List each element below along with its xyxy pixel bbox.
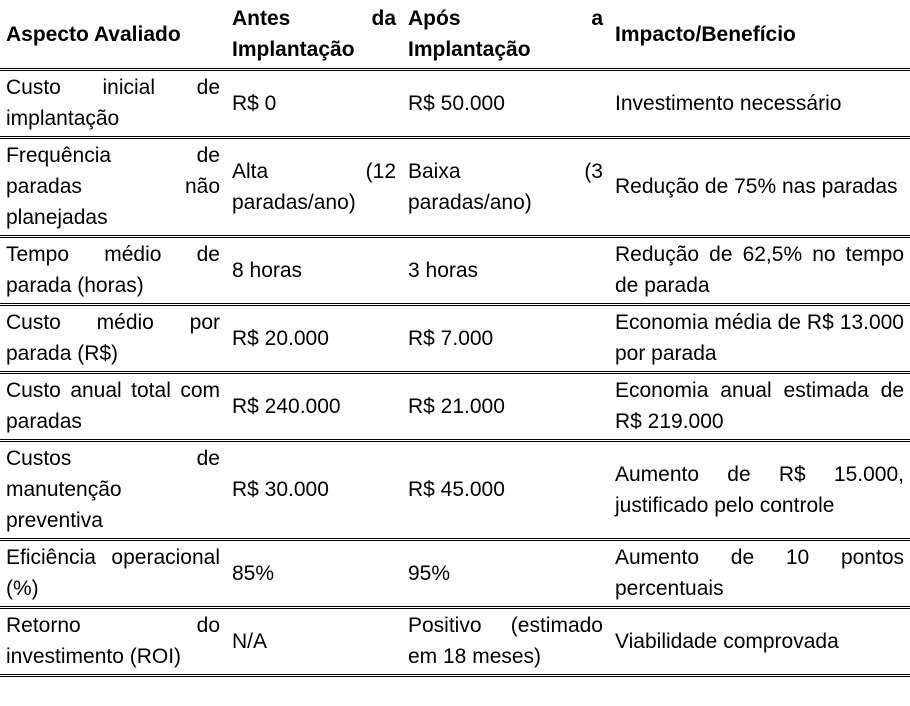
header-after: Após a Implantação <box>408 7 603 61</box>
cell-impact: Investimento necessário <box>615 91 842 115</box>
cell-after: R$ 45.000 <box>408 478 505 501</box>
cell-aspect: Custos de manutenção preventiva <box>6 447 220 532</box>
table-row <box>0 138 910 237</box>
cell-before: Alta (12 paradas/ano) <box>232 159 396 214</box>
table-row <box>0 305 910 373</box>
cell-aspect: Eficiência operacional (%) <box>6 546 220 600</box>
cell-after: Positivo (estimado em 18 meses) <box>408 614 603 668</box>
table-row <box>0 441 910 540</box>
cell-after: R$ 50.000 <box>408 91 505 115</box>
cell-after: 3 horas <box>408 258 479 282</box>
cell-before: R$ 20.000 <box>232 326 329 350</box>
cell-aspect: Custo inicial de implantação <box>6 76 220 130</box>
table-header-row <box>0 0 910 70</box>
table-row <box>0 608 910 676</box>
table-row <box>0 70 910 138</box>
cell-before: 8 horas <box>232 258 303 282</box>
cell-impact: Viabilidade comprovada <box>615 629 839 653</box>
cell-aspect: Custo médio por parada (R$) <box>6 311 220 365</box>
cell-aspect: Tempo médio de parada (horas) <box>6 243 220 297</box>
cell-before: R$ 240.000 <box>232 394 341 418</box>
header-before: Antes da Implantação <box>232 7 396 61</box>
header-aspect: Aspecto Avaliado <box>6 22 181 46</box>
cell-impact: Aumento de 10 pontos percentuais <box>615 546 904 600</box>
cell-after: R$ 21.000 <box>408 394 505 418</box>
cell-impact: Redução de 62,5% no tempo de parada <box>615 243 904 297</box>
table-row <box>0 373 910 441</box>
cell-before: 85% <box>232 561 275 585</box>
cell-after: Baixa (3 paradas/ano) <box>408 159 603 214</box>
table-row <box>0 237 910 305</box>
cell-aspect: Frequência de paradas não planejadas <box>6 144 220 229</box>
table-row <box>0 540 910 608</box>
cell-impact: Economia anual estimada de R$ 219.000 <box>615 379 904 433</box>
cell-after: R$ 7.000 <box>408 326 494 350</box>
cell-impact: Economia média de R$ 13.000 por parada <box>615 311 904 365</box>
cell-aspect: Retorno do investimento (ROI) <box>6 614 220 668</box>
cell-after: 95% <box>408 561 451 585</box>
cell-impact: Redução de 75% nas paradas <box>615 175 898 198</box>
cell-impact: Aumento de R$ 15.000, justificado pelo controle <box>615 462 904 517</box>
cell-before: N/A <box>232 629 268 653</box>
header-impact: Impacto/Benefício <box>615 22 796 46</box>
cell-before: R$ 0 <box>232 91 277 115</box>
cell-before: R$ 30.000 <box>232 478 329 501</box>
cell-aspect: Custo anual total com paradas <box>6 379 220 433</box>
